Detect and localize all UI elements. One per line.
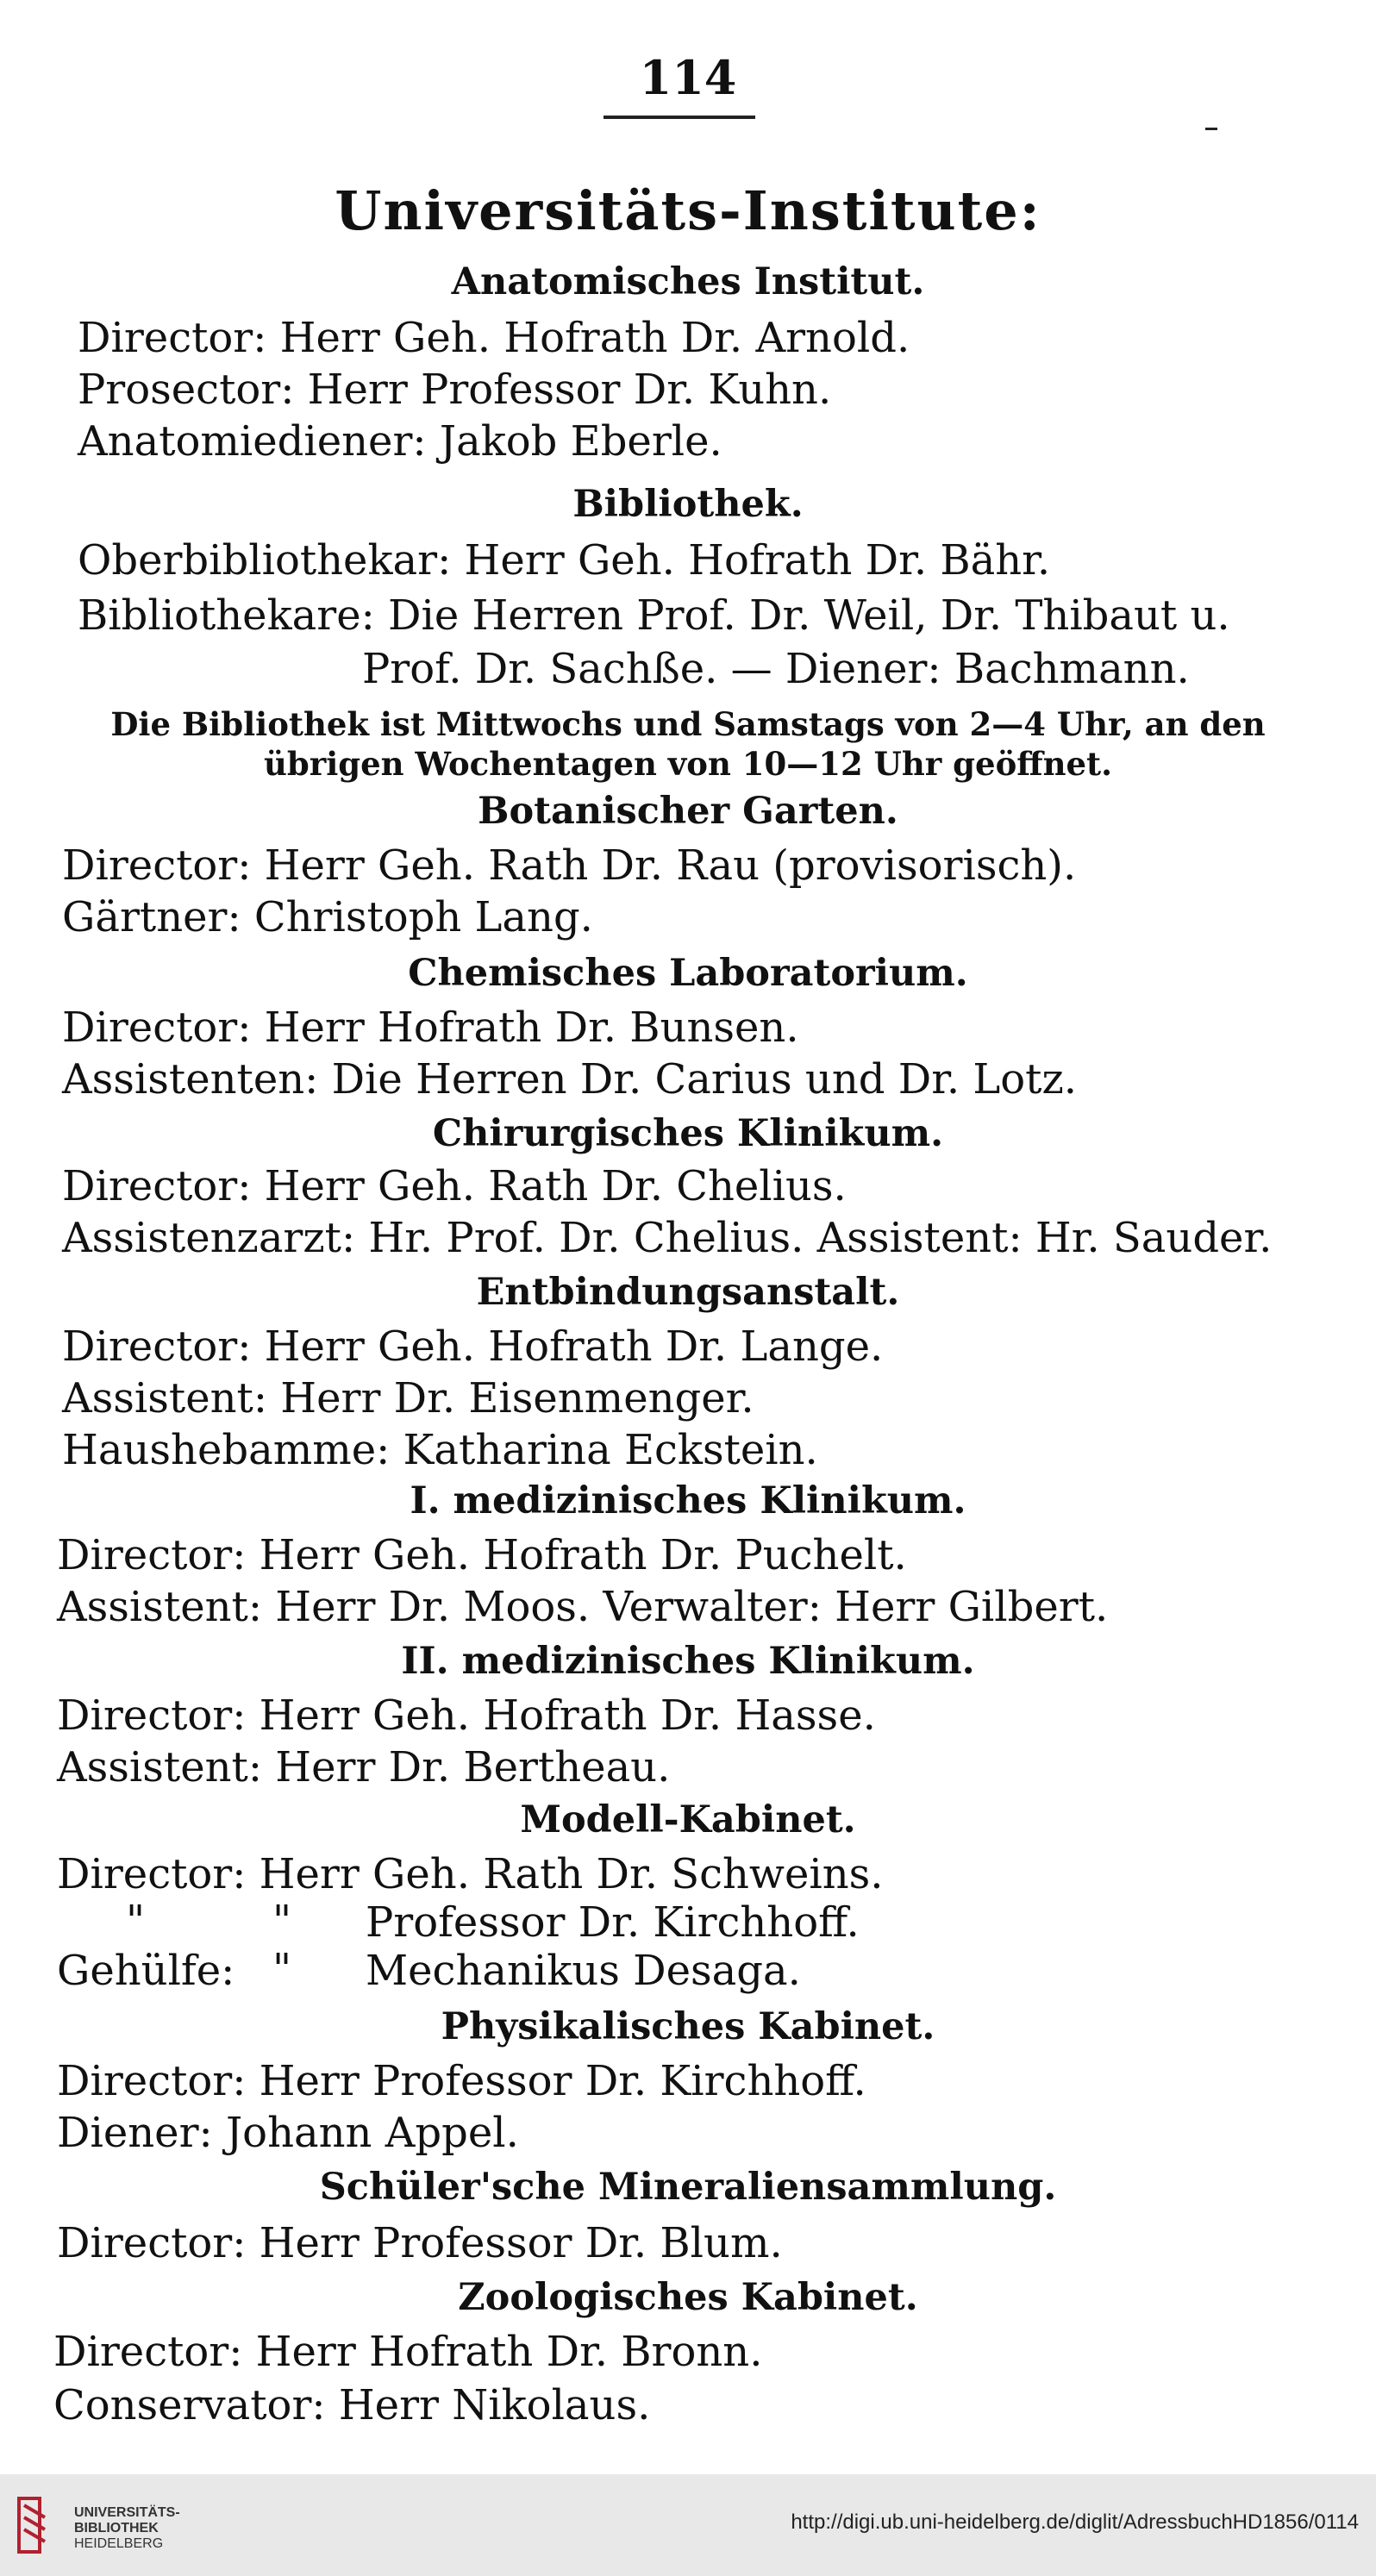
entry-line: Director: Herr Hofrath Dr. Bunsen.	[62, 1004, 799, 1052]
library-name-line: UNIVERSITÄTS-	[74, 2505, 180, 2520]
entry-line: Director: Herr Geh. Rath Dr. Schweins.	[57, 1850, 884, 1898]
entry-line: Conservator: Herr Nikolaus.	[53, 2381, 651, 2429]
opening-hours-note: übrigen Wochentagen von 10—12 Uhr geöffnet.	[263, 745, 1113, 783]
ditto-mark: "	[272, 1945, 292, 1993]
section-heading: II. medizinisches Klinikum.	[401, 1640, 975, 1683]
entry-line: Assistenten: Die Herren Dr. Carius und Dr. Lotz.	[62, 1055, 1078, 1104]
section-heading: Chirurgisches Klinikum.	[432, 1112, 944, 1155]
entry-line: Bibliothekare: Die Herren Prof. Dr. Weil, Dr. Thibaut u.	[78, 591, 1230, 640]
entry-line: Director: Herr Professor Dr. Blum.	[57, 2219, 783, 2267]
entry-line: Assistent: Herr Dr. Moos. Verwalter: Herr Gilbert.	[57, 1583, 1109, 1631]
entry-line: Assistent: Herr Dr. Bertheau.	[57, 1743, 671, 1791]
ditto-mark: "	[126, 1897, 146, 1945]
entry-line: Director: Herr Geh. Hofrath Dr. Lange.	[62, 1322, 884, 1371]
page-number: 114	[639, 50, 737, 105]
entry-line: Director: Herr Professor Dr. Kirchhoff.	[57, 2057, 866, 2105]
entry-line: Anatomiediener: Jakob Eberle.	[78, 417, 722, 466]
page-title: Universitäts-Institute:	[335, 179, 1041, 242]
library-name-line: HEIDELBERG	[74, 2536, 164, 2551]
entry-line: Prof. Dr. Sachße. — Diener: Bachmann.	[362, 645, 1190, 693]
section-heading: Bibliothek.	[572, 483, 804, 526]
permalink-url[interactable]: http://digi.ub.uni-heidelberg.de/diglit/AdressbuchHD1856/0114	[791, 2510, 1359, 2534]
section-heading: I. medizinisches Klinikum.	[410, 1479, 966, 1522]
section-heading: Entbindungsanstalt.	[476, 1271, 900, 1314]
entry-line: Gärtner: Christoph Lang.	[62, 893, 593, 941]
entry-line: Diener: Johann Appel.	[57, 2109, 519, 2157]
entry-line: Oberbibliothekar: Herr Geh. Hofrath Dr. Bähr.	[78, 536, 1051, 585]
entry-line: Haushebamme: Katharina Eckstein.	[62, 1426, 818, 1474]
page-number-rule	[604, 116, 755, 119]
library-name-line: BIBLIOTHEK	[74, 2521, 159, 2535]
entry-line: Director: Herr Geh. Rath Dr. Rau (provisorisch).	[62, 841, 1077, 890]
section-heading: Chemisches Laboratorium.	[408, 952, 968, 995]
entry-line: Director: Herr Geh. Hofrath Dr. Puchelt.	[57, 1531, 907, 1579]
entry-line: Director: Herr Geh. Hofrath Dr. Arnold.	[78, 314, 910, 362]
entry-line: Mechanikus Desaga.	[366, 1947, 801, 1995]
entry-line: Director: Herr Geh. Rath Dr. Chelius.	[62, 1162, 847, 1210]
opening-hours-note: Die Bibliothek ist Mittwochs und Samstags von 2—4 Uhr, an den	[110, 705, 1266, 743]
ditto-mark: "	[272, 1897, 292, 1945]
library-name	[74, 2505, 180, 2552]
entry-line: Director: Herr Geh. Hofrath Dr. Hasse.	[57, 1691, 876, 1740]
section-heading: Botanischer Garten.	[478, 790, 898, 833]
section-heading: Schüler'sche Mineraliensammlung.	[319, 2166, 1057, 2209]
section-heading: Modell-Kabinet.	[520, 1798, 856, 1841]
entry-line: Director: Herr Hofrath Dr. Bronn.	[53, 2328, 763, 2376]
university-seal-icon	[14, 2492, 52, 2559]
entry-line: Professor Dr. Kirchhoff.	[366, 1898, 860, 1947]
section-heading: Physikalisches Kabinet.	[441, 2005, 935, 2048]
margin-mark	[1205, 128, 1217, 130]
entry-line: Assistent: Herr Dr. Eisenmenger.	[62, 1374, 754, 1422]
entry-label: Gehülfe:	[57, 1947, 235, 1995]
section-heading: Zoologisches Kabinet.	[458, 2276, 918, 2319]
entry-line: Prosector: Herr Professor Dr. Kuhn.	[78, 366, 832, 414]
entry-line: Assistenzarzt: Hr. Prof. Dr. Chelius. Assistent: Hr. Sauder.	[62, 1214, 1273, 1262]
viewer-footer	[0, 2474, 1376, 2576]
section-heading: Anatomisches Institut.	[451, 260, 925, 303]
